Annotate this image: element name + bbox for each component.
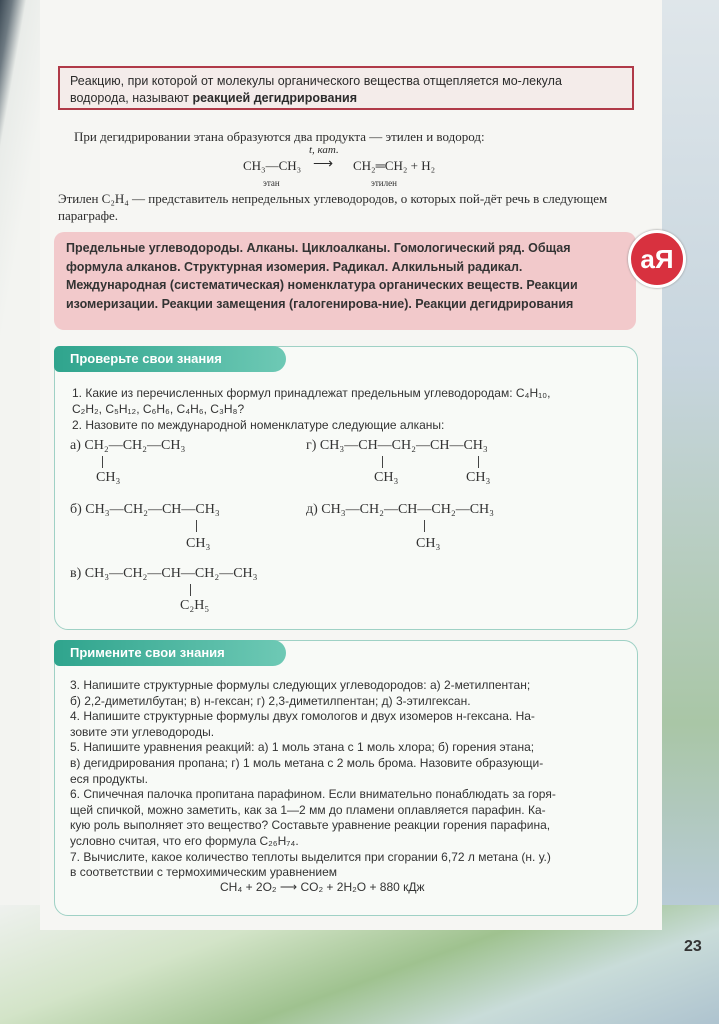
apply-task-line: 3. Напишите структурные формулы следующих углеводородов: а) 2-метилпентан; [70, 678, 531, 692]
apply-tasks-list [70, 678, 630, 881]
label-ethylene: этилен [371, 178, 397, 188]
apply-task-line: щей спичкой, можно заметить, как за 1—2 мм до пламени оплавляется парафин. Ка- [70, 802, 546, 817]
apply-task-line: 4. Напишите структурные формулы двух гомологов и двух изомеров н-гексана. На- [70, 709, 535, 724]
page-right-background [660, 0, 719, 905]
apply-task-line: еся продукты. [70, 771, 148, 786]
alkane-g-branch1: CH₃ [374, 470, 399, 485]
reaction-right: CH₂═CH₂ + H₂ [353, 158, 436, 173]
apply-knowledge-title: Примените свои знания [54, 640, 286, 666]
alkane-d-bond [424, 520, 425, 532]
alkane-a-branch: CH₃ [96, 470, 121, 485]
reaction-condition: t, кат. [309, 144, 339, 156]
alkane-g-bond2 [478, 456, 479, 468]
apply-task-line: кую роль выполняет это вещество? Составьте уравнение реакции горения парафина, [70, 818, 551, 833]
definition-term: реакцией дегидрирования [192, 91, 358, 105]
apply-task-line: 7. Вычислите, какое количество теплоты выделится при сгорании 6,72 л метана (н. у.) [70, 849, 551, 864]
reaction-arrow: ⟶ [313, 157, 334, 172]
alkane-v-branch: C₂H₅ [180, 598, 210, 613]
question-1-line1: 1. Какие из перечисленных формул принадлежат предельным углеводородам: C₄H₁₀, [72, 386, 551, 400]
paragraph-dehydrogenation: При дегидрировании этана образуются два продукта — этилен и водород: [74, 129, 485, 144]
label-ethane: этан [263, 178, 280, 188]
question-1-line2: C₂H₂, C₅H₁₂, C₆H₆, C₄H₆, C₃H₈? [72, 402, 245, 416]
thermochemical-equation: CH₄ + 2O₂ ⟶ CO₂ + 2H₂O + 880 кДж [220, 880, 425, 894]
alkane-v-chain: в) CH₃—CH₂—CH—CH₂—CH₃ [70, 566, 258, 581]
keywords-box: Предельные углеводороды. Алканы. Циклоалканы. Гомологический ряд. Общая формула алканов. Структурная изомерия. Радикал. Алкильный радикал. Международная (систематическая) номенклатура органических веществ. Реакции изомеризации. Реакции замещения (галогенирова-ние). Реакции дегидрирования [54, 232, 636, 330]
definition-box [58, 66, 634, 110]
page-number: 23 [684, 938, 702, 955]
apply-task-line: 6. Спичечная палочка пропитана парафином. Если внимательно понаблюдать за горя- [70, 787, 556, 802]
alkane-a-chain: а) CH₂—CH₂—CH₃ [70, 438, 186, 453]
alkane-v-bond [190, 584, 191, 596]
alkane-b-chain: б) CH₃—CH₂—CH—CH₃ [70, 502, 220, 517]
alkane-b-branch: CH₃ [186, 536, 211, 551]
question-2: 2. Назовите по международной номенклатуре следующие алканы: [72, 418, 445, 432]
apply-task-line: б) 2,2-диметилбутан; в) н-гексан; г) 2,3-диметилпентан; д) 3-этилгексан. [70, 693, 471, 708]
definition-text: Реакцию, при которой от молекулы органического вещества отщепляется мо-лекула водорода, называют [70, 74, 562, 105]
apply-task-line: в соответствии с термохимическим уравнением [70, 865, 338, 880]
check-knowledge-title: Проверьте свои знания [54, 346, 286, 372]
paragraph-ethylene: Этилен C₂H₄ — представитель непредельных углеводородов, о которых пой-дёт речь в следующем параграфе. [58, 191, 608, 223]
brand-logo: аЯ [628, 230, 686, 288]
alkane-d-chain: д) CH₃—CH₂—CH—CH₂—CH₃ [306, 502, 495, 517]
alkane-g-branch2: CH₃ [466, 470, 491, 485]
apply-task-line: условно считая, что его формула C₂₆H₇₄. [70, 833, 299, 848]
alkane-g-bond1 [382, 456, 383, 468]
alkane-b-bond [196, 520, 197, 532]
apply-task-line: в) дегидрирования пропана; г) 1 моль метана с 2 моль брома. Назовите образующи- [70, 755, 544, 770]
reaction-left: CH₃—CH₃ [243, 158, 302, 173]
alkane-g-chain: г) CH₃—CH—CH₂—CH—CH₃ [306, 438, 488, 453]
alkane-d-branch: CH₃ [416, 536, 441, 551]
alkane-a-bond [102, 456, 103, 468]
apply-task-line: зовите эти углеводороды. [70, 724, 215, 739]
apply-task-line: 5. Напишите уравнения реакций: а) 1 моль этана с 1 моль хлора; б) горения этана; [70, 740, 535, 755]
